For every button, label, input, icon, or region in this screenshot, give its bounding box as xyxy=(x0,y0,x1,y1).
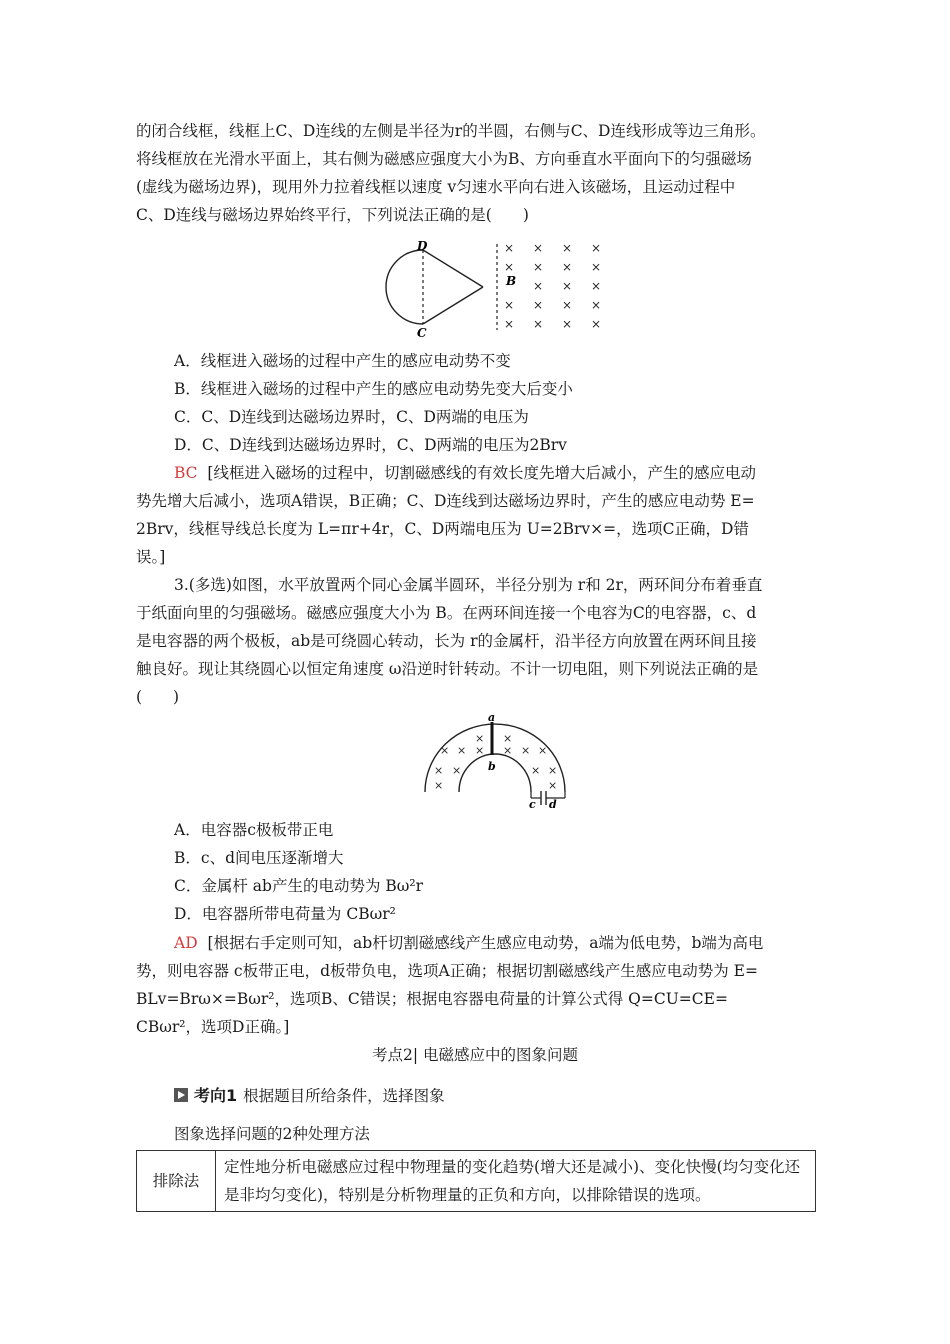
field-cross-mark: × xyxy=(562,241,573,255)
methods-intro: 图象选择问题的2种处理方法 xyxy=(174,1125,370,1143)
field-cross-mark: × xyxy=(504,317,515,331)
field-cross-mark: × xyxy=(452,764,462,777)
field-cross-mark: × xyxy=(475,732,485,745)
magnetic-field-crosses xyxy=(504,241,601,331)
field-cross-mark: × xyxy=(591,298,602,312)
q3-answer-line: AD [根据右手定则可知，ab杆切割磁感线产生感应电动势，a端为低电势，b端为高电 xyxy=(174,934,764,952)
table-row xyxy=(137,1151,816,1212)
q2-stem-line: C、D连线与磁场边界始终平行，下列说法正确的是( ) xyxy=(136,206,529,224)
q3-stem-line: 触良好。现让其绕圆心以恒定角速度 ω沿逆时针转动。不计一切电阻，则下列说法正确的是 xyxy=(136,660,759,678)
field-cross-mark: × xyxy=(504,241,515,255)
direction-text: 根据题目所给条件，选择图象 xyxy=(243,1086,445,1105)
direction-heading xyxy=(174,1083,445,1106)
play-triangle-icon xyxy=(174,1088,188,1102)
q3-stem-line: 于纸面向里的匀强磁场。磁感应强度大小为 B。在两环间连接一个电容为C的电容器，c、d xyxy=(136,604,757,622)
q3-answer-line: BLv=Brω×=Bωr²，选项B、C错误；根据电容器电荷量的计算公式得 Q=CU=CE= xyxy=(136,990,728,1008)
methods-table xyxy=(136,1150,816,1212)
label-b: B xyxy=(506,274,517,288)
q2-answer xyxy=(136,459,816,571)
q3-option-c: C．金属杆 ab产生的电动势为 Bω²r xyxy=(174,877,424,895)
q2-answer-line: 势先增大后减小，选项A错误，B正确；C、D连线到达磁场边界时，产生的感应电动势 E= xyxy=(136,492,755,510)
q2-option-d: D．C、D连线到达磁场边界时，C、D两端的电压为2Brv xyxy=(174,436,567,454)
q3-answer-line: 势，则电容器 c板带正电，d板带负电，选项A正确；根据切割磁感线产生感应电动势为 E= xyxy=(136,962,758,980)
field-cross-mark: × xyxy=(562,298,573,312)
triangle-edge-top xyxy=(423,250,483,287)
q2-option-a: A．线框进入磁场的过程中产生的感应电动势不变 xyxy=(174,352,511,370)
field-cross-mark: × xyxy=(533,260,544,274)
field-cross-mark: × xyxy=(457,744,467,757)
field-cross-mark: × xyxy=(531,764,541,777)
q3-stem xyxy=(136,571,816,711)
field-cross-mark: × xyxy=(548,764,558,777)
q3-stem-line: ( ) xyxy=(136,688,180,706)
field-cross-mark: × xyxy=(533,241,544,255)
field-cross-mark: × xyxy=(504,298,515,312)
field-cross-mark: × xyxy=(533,279,544,293)
field-cross-mark: × xyxy=(440,744,450,757)
field-cross-mark: × xyxy=(503,744,513,757)
semicircle-arc xyxy=(386,250,423,324)
field-cross-mark: × xyxy=(434,764,444,777)
figure-semicircle-rings xyxy=(415,712,575,812)
q2-option-c: C．C、D连线到达磁场边界时，C、D两端的电压为 xyxy=(174,408,529,426)
q2-stem-line: (虚线为磁场边界)，现用外力拉着线框以速度 v匀速水平向右进入该磁场，且运动过程中 xyxy=(136,178,736,196)
field-cross-mark: × xyxy=(521,744,531,757)
figure-wire-frame xyxy=(375,238,615,342)
q2-stem-line: 将线框放在光滑水平面上，其右侧为磁感应强度大小为B、方向垂直水平面向下的匀强磁场 xyxy=(136,150,752,168)
q3-option-b: B．c、d间电压逐渐增大 xyxy=(174,849,344,867)
q2-answer-line: 2Brv，线框导线总长度为 L=πr+4r，C、D两端电压为 U=2Brv×=，选项C正确，D错 xyxy=(136,520,749,538)
method-name: 排除法 xyxy=(137,1151,216,1212)
label-b: b xyxy=(488,760,496,773)
q3-option-d: D．电容器所带电荷量为 CBωr² xyxy=(174,905,396,923)
q2-stem-line: 的闭合线框，线框上C、D连线的左侧是半径为r的半圆，右侧与C、D连线形成等边三角形。 xyxy=(136,122,766,140)
field-cross-mark: × xyxy=(538,744,548,757)
field-cross-mark: × xyxy=(503,732,513,745)
outer-ring xyxy=(425,724,565,792)
field-cross-mark: × xyxy=(475,744,485,757)
q2-answer-line: BC [线框进入磁场的过程中，切割磁感线的有效长度先增大后减小，产生的感应电动 xyxy=(174,464,756,482)
q2-stem xyxy=(136,117,816,229)
field-cross-mark: × xyxy=(504,260,515,274)
field-cross-mark: × xyxy=(533,317,544,331)
label-a: a xyxy=(488,712,496,724)
triangle-edge-bottom xyxy=(423,287,483,324)
field-cross-mark: × xyxy=(562,260,573,274)
q2-answer-line: 误。] xyxy=(136,548,166,566)
q3-answer-letters: AD xyxy=(174,934,198,952)
field-cross-mark: × xyxy=(591,317,602,331)
field-cross-mark: × xyxy=(591,241,602,255)
q3-stem-line: 是电容器的两个极板，ab是可绕圆心转动，长为 r的金属杆，沿半径方向放置在两环间且接 xyxy=(136,632,757,650)
label-c: C xyxy=(417,326,427,340)
q2-option-b: B．线框进入磁场的过程中产生的感应电动势先变大后变小 xyxy=(174,380,573,398)
q3-answer-line: CBωr²，选项D正确。] xyxy=(136,1018,290,1036)
direction-label: 考向1 xyxy=(194,1086,238,1105)
field-cross-mark: × xyxy=(562,317,573,331)
field-cross-mark: × xyxy=(548,779,558,792)
q3-answer xyxy=(136,929,816,1041)
field-cross-mark: × xyxy=(562,279,573,293)
section-title: 考点2| 电磁感应中的图象问题 xyxy=(371,1046,578,1064)
label-d: d xyxy=(549,798,557,811)
label-d: D xyxy=(417,239,428,253)
q3-option-a: A．电容器c极板带正电 xyxy=(174,821,334,839)
label-c: c xyxy=(529,798,536,811)
field-cross-mark: × xyxy=(591,279,602,293)
field-cross-mark: × xyxy=(591,260,602,274)
q3-stem-line: 3.(多选)如图，水平放置两个同心金属半圆环，半径分别为 r和 2r，两环间分布着垂直 xyxy=(174,576,763,594)
field-cross-mark: × xyxy=(533,298,544,312)
field-cross-mark: × xyxy=(434,779,444,792)
q2-answer-letters: BC xyxy=(174,464,198,482)
method-description: 定性地分析电磁感应过程中物理量的变化趋势(增大还是减小)、变化快慢(均匀变化还是非均匀变化)，特别是分析物理量的正负和方向，以排除错误的选项。 xyxy=(216,1151,816,1212)
